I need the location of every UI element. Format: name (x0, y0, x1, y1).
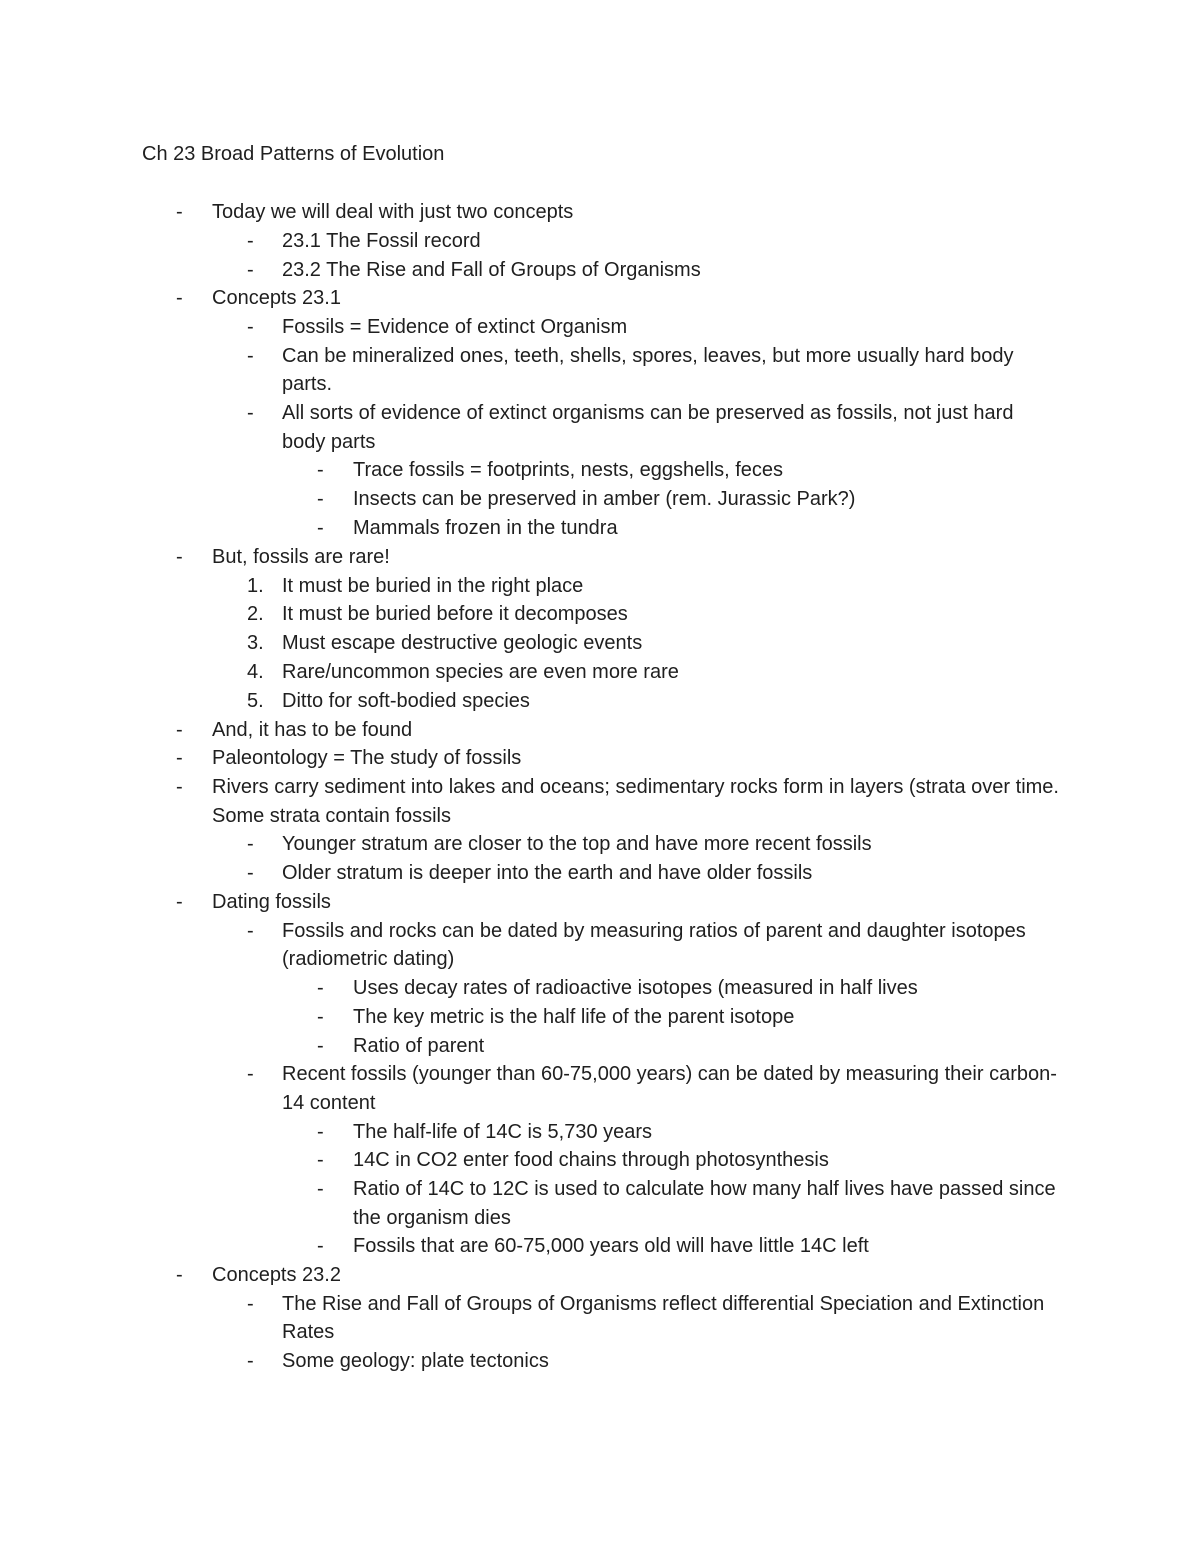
list-item-text: Today we will deal with just two concepts (212, 201, 574, 223)
bullet-dash: - (247, 1350, 254, 1373)
list-item-text: Concepts 23.2 (212, 1264, 341, 1287)
bullet-dash: - (317, 1005, 324, 1028)
bullet-dash: - (176, 545, 183, 568)
list-item-text: Ditto for soft-bodied species (282, 689, 530, 712)
list-item-text: The Rise and Fall of Groups of Organisms reflect differential Speciation and Extinction Rates (282, 1293, 1045, 1344)
list-item-text: Dating fossils (212, 891, 331, 913)
bullet-dash: - (247, 919, 254, 942)
bullet-dash: - (247, 1063, 254, 1086)
bullet-dash: - (317, 1120, 324, 1143)
bullet-dash: - (176, 891, 183, 913)
bullet-dash: - (247, 316, 254, 339)
list-item-text: Paleontology = The study of fossils (212, 747, 522, 770)
bullet-dash: - (317, 977, 324, 999)
document-title: Ch 23 Broad Patterns of Evolution (142, 143, 445, 165)
bullet-dash: - (317, 517, 324, 539)
list-item-text: And, it has to be found (212, 718, 413, 741)
bullet-dash: - (317, 488, 324, 511)
list-item-text: Fossils and rocks can be dated by measuring ratios of parent and daughter isotopes (radiometric dating) (282, 919, 1026, 971)
list-item-text: The key metric is the half life of the parent isotope (353, 1005, 795, 1028)
list-number: 5. (247, 689, 264, 712)
list-number: 3. (247, 632, 264, 655)
list-item-text: The half-life of 14C is 5,730 years (353, 1120, 653, 1143)
list-item-text: Can be mineralized ones, teeth, shells, spores, leaves, but more usually hard body parts. (282, 345, 1014, 396)
list-item-text: Uses decay rates of radioactive isotopes (measured in half lives (353, 977, 918, 999)
bullet-dash: - (317, 1034, 324, 1057)
list-item-text: It must be buried in the right place (282, 574, 584, 597)
list-item-text: Rare/uncommon species are even more rare (282, 661, 679, 683)
list-item-text: 23.1 The Fossil record (282, 229, 481, 252)
bullet-dash: - (317, 1178, 324, 1201)
list-item-text: Ratio of parent (353, 1034, 485, 1057)
list-item-text: Concepts 23.1 (212, 287, 341, 310)
list-item-text: It must be buried before it decomposes (282, 603, 628, 626)
bullet-dash: - (247, 345, 254, 367)
list-item-text: All sorts of evidence of extinct organisms can be preserved as fossils, not just hard body parts (282, 402, 1014, 453)
list-item-text: Ratio of 14C to 12C is used to calculate how many half lives have passed since the organism dies (353, 1178, 1056, 1229)
bullet-dash: - (317, 1235, 324, 1258)
list-item-text: Younger stratum are closer to the top and have more recent fossils (282, 833, 872, 856)
bullet-dash: - (247, 229, 254, 252)
list-item-text: Recent fossils (younger than 60-75,000 years) can be dated by measuring their carbon-14 content (282, 1063, 1057, 1114)
bullet-dash: - (247, 862, 254, 885)
bullet-dash: - (317, 1149, 324, 1172)
bullet-dash: - (176, 1264, 183, 1287)
list-number: 2. (247, 603, 264, 626)
list-item-text: Insects can be preserved in amber (rem. Jurassic Park?) (353, 488, 856, 511)
list-item-text: Fossils that are 60-75,000 years old will have little 14C left (353, 1235, 869, 1258)
list-item-text: Older stratum is deeper into the earth and have older fossils (282, 862, 813, 885)
list-item-text: Rivers carry sediment into lakes and oceans; sedimentary rocks form in layers (strata over time. Some strata contain fossils (212, 776, 1059, 827)
list-number: 4. (247, 661, 264, 683)
bullet-dash: - (176, 201, 183, 223)
list-item-text: Mammals frozen in the tundra (353, 517, 618, 539)
list-number: 1. (247, 574, 264, 597)
bullet-dash: - (317, 459, 324, 482)
bullet-dash: - (247, 402, 254, 425)
bullet-dash: - (176, 287, 183, 310)
bullet-dash: - (176, 718, 183, 741)
bullet-dash: - (176, 776, 183, 799)
bullet-dash: - (247, 258, 254, 281)
bullet-dash: - (176, 747, 183, 770)
list-item-text: Must escape destructive geologic events (282, 632, 643, 655)
bullet-dash: - (247, 833, 254, 856)
bullet-dash: - (247, 1293, 254, 1315)
list-item-text: 14C in CO2 enter food chains through photosynthesis (353, 1149, 829, 1172)
list-item-text: Trace fossils = footprints, nests, eggshells, feces (353, 459, 784, 482)
list-item-text: 23.2 The Rise and Fall of Groups of Organisms (282, 258, 701, 281)
list-item-text: Fossils = Evidence of extinct Organism (282, 316, 628, 339)
list-item-text: Some geology: plate tectonics (282, 1350, 549, 1373)
list-item-text: But, fossils are rare! (212, 545, 390, 568)
